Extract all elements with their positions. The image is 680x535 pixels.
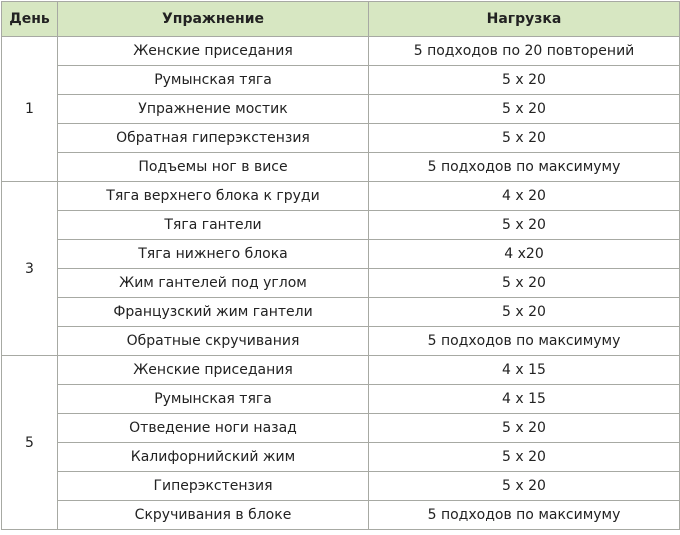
exercise-cell: Упражнение мостик <box>58 95 369 124</box>
load-cell: 5 подходов по 20 повторений <box>369 37 680 66</box>
exercise-cell: Отведение ноги назад <box>58 414 369 443</box>
load-cell: 5 подходов по максимуму <box>369 501 680 530</box>
load-cell: 5 х 20 <box>369 211 680 240</box>
exercise-cell: Тяга верхнего блока к груди <box>58 182 369 211</box>
table-row <box>2 95 680 124</box>
load-cell: 5 х 20 <box>369 95 680 124</box>
load-cell: 4 х 20 <box>369 182 680 211</box>
table-body <box>2 37 680 530</box>
exercise-cell: Жим гантелей под углом <box>58 269 369 298</box>
table-header <box>2 2 680 37</box>
load-cell: 5 подходов по максимуму <box>369 153 680 182</box>
load-cell: 4 х 15 <box>369 356 680 385</box>
day-cell: 3 <box>2 182 58 356</box>
exercise-cell: Женские приседания <box>58 37 369 66</box>
load-cell: 5 х 20 <box>369 443 680 472</box>
table-row <box>2 501 680 530</box>
load-cell: 5 х 20 <box>369 269 680 298</box>
exercise-cell: Обратные скручивания <box>58 327 369 356</box>
table-row <box>2 37 680 66</box>
table-row <box>2 356 680 385</box>
load-cell: 4 х 15 <box>369 385 680 414</box>
load-cell: 5 х 20 <box>369 414 680 443</box>
load-cell: 5 подходов по максимуму <box>369 327 680 356</box>
table-row <box>2 385 680 414</box>
day-cell: 1 <box>2 37 58 182</box>
exercise-cell: Гиперэкстензия <box>58 472 369 501</box>
header-load: Нагрузка <box>369 2 680 37</box>
exercise-cell: Тяга нижнего блока <box>58 240 369 269</box>
table-row <box>2 153 680 182</box>
table-row <box>2 211 680 240</box>
exercise-cell: Обратная гиперэкстензия <box>58 124 369 153</box>
exercise-cell: Французский жим гантели <box>58 298 369 327</box>
table-row <box>2 298 680 327</box>
load-cell: 5 х 20 <box>369 472 680 501</box>
load-cell: 5 х 20 <box>369 124 680 153</box>
table-row <box>2 414 680 443</box>
exercise-cell: Румынская тяга <box>58 385 369 414</box>
header-row <box>2 2 680 37</box>
table-row <box>2 66 680 95</box>
table-row <box>2 269 680 298</box>
header-day: День <box>2 2 58 37</box>
table-row <box>2 240 680 269</box>
exercise-cell: Женские приседания <box>58 356 369 385</box>
exercise-cell: Скручивания в блоке <box>58 501 369 530</box>
load-cell: 5 х 20 <box>369 298 680 327</box>
workout-table <box>1 1 680 530</box>
header-exercise: Упражнение <box>58 2 369 37</box>
exercise-cell: Румынская тяга <box>58 66 369 95</box>
load-cell: 4 х20 <box>369 240 680 269</box>
exercise-cell: Калифорнийский жим <box>58 443 369 472</box>
table-row <box>2 124 680 153</box>
table-row <box>2 443 680 472</box>
table-row <box>2 327 680 356</box>
day-cell: 5 <box>2 356 58 530</box>
table-row <box>2 182 680 211</box>
exercise-cell: Тяга гантели <box>58 211 369 240</box>
exercise-cell: Подъемы ног в висе <box>58 153 369 182</box>
table-row <box>2 472 680 501</box>
load-cell: 5 х 20 <box>369 66 680 95</box>
